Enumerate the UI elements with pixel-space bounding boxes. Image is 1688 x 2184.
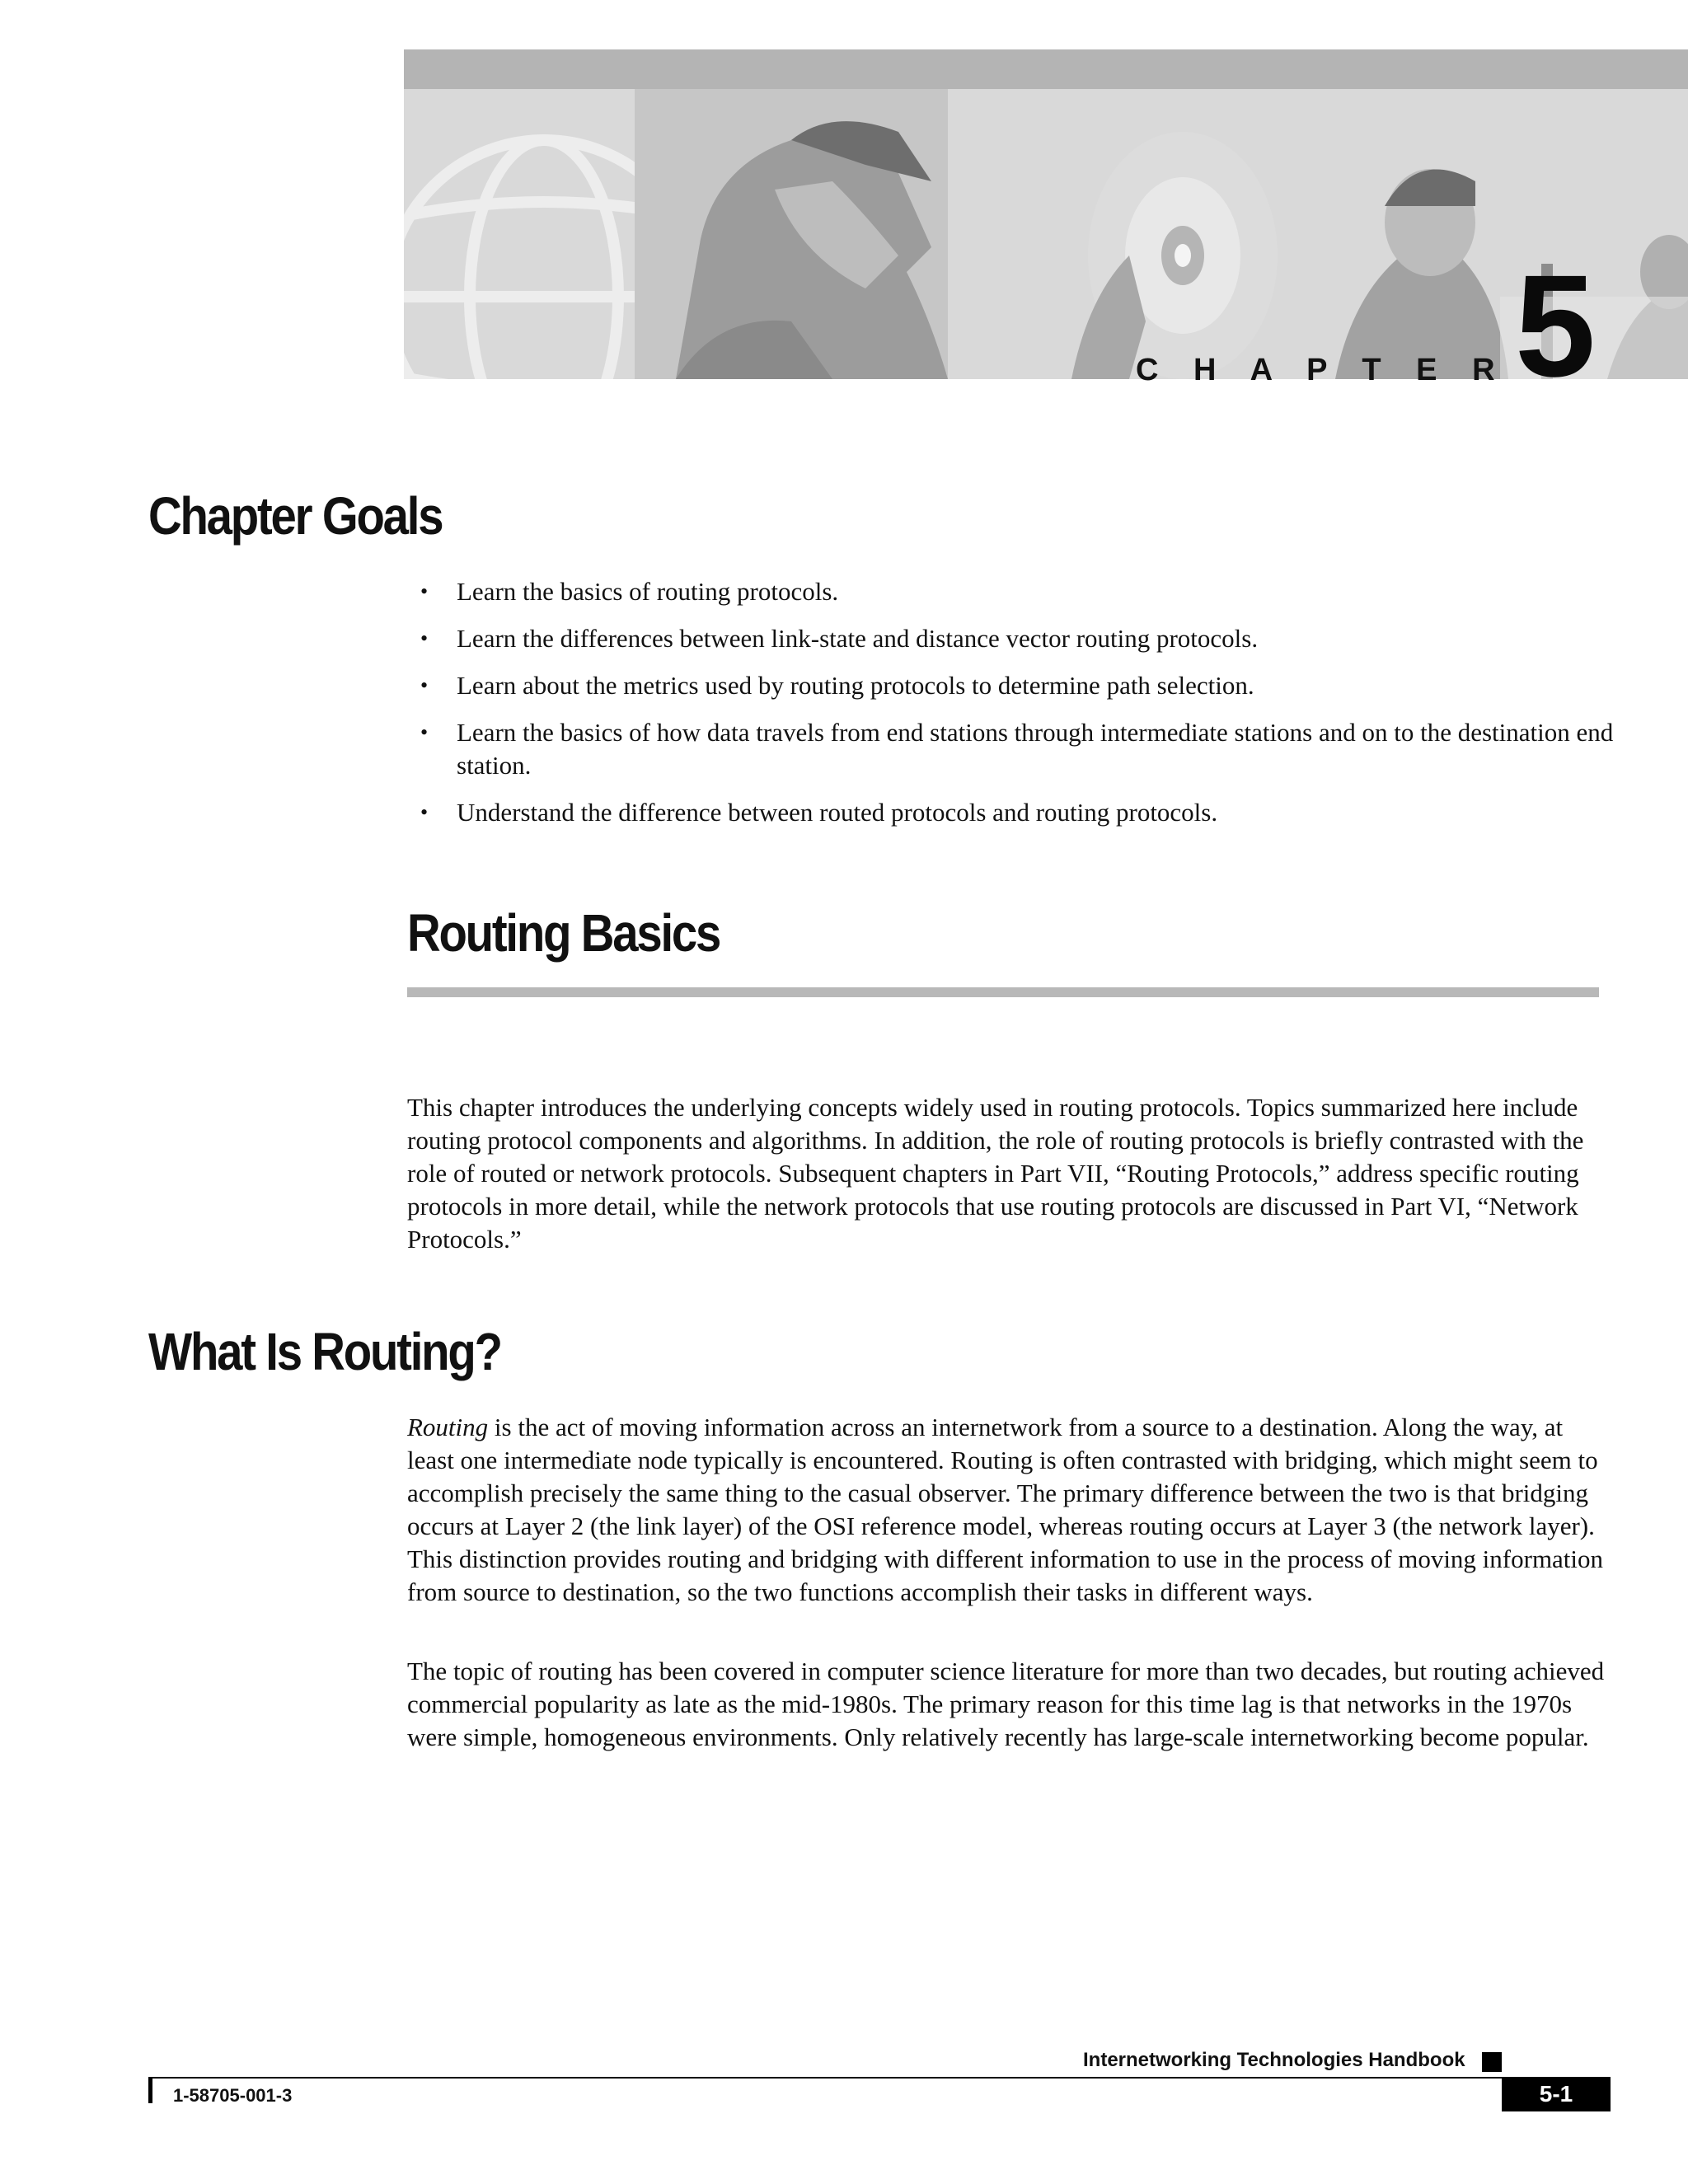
- list-item-text: Understand the difference between routed protocols and routing protocols.: [457, 798, 1218, 827]
- list-item-text: Learn about the metrics used by routing protocols to determine path selection.: [457, 671, 1254, 700]
- bullet-icon: •: [420, 720, 429, 744]
- person-figure-graphic: [635, 89, 948, 379]
- footer-rule: [148, 2077, 1611, 2079]
- footer-tick: [148, 2079, 152, 2103]
- footer-isbn: 1-58705-001-3: [173, 2085, 293, 2106]
- bullet-icon: •: [420, 579, 429, 603]
- list-item-text: Learn the differences between link-state and distance vector routing protocols.: [457, 624, 1259, 653]
- what-is-routing-paragraph-1: [407, 1411, 1611, 1609]
- what-is-routing-paragraph-2: The topic of routing has been covered in computer science literature for more than two decades, but routing achieved commercial popularity as late as the mid-1980s. The primary reason for this time lag is that networks in the 1970s were simple, homogeneous environments. Only relatively recently has large-scale internetworking become popular.: [407, 1657, 1605, 1751]
- list-item: [415, 575, 1619, 608]
- routing-term: Routing: [407, 1413, 489, 1441]
- routing-basics-heading: Routing Basics: [407, 903, 720, 963]
- bullet-icon: •: [420, 626, 429, 650]
- paragraph-text: is the act of moving information across an internetwork from a source to a destination. Along the way, at least one intermediate node typically is encountered. Routing is often contrasted with bridging, which might seem to accomplish precisely the same thing to the casual observer. The primary difference between the two is that bridging occurs at Layer 2 (the link layer) of the OSI reference model, whereas routing occurs at Layer 3 (the network layer). This distinction provides routing and bridging with different information to use in the process of moving information from source to destination, so the two functions accomplish their tasks in different ways.: [407, 1413, 1604, 1606]
- chapter-number: 5: [1515, 246, 1596, 407]
- list-item: [415, 716, 1619, 782]
- list-item: [415, 669, 1619, 702]
- bullet-icon: •: [420, 673, 429, 697]
- list-item: [415, 796, 1619, 829]
- chapter-banner: [404, 49, 1688, 379]
- list-item-text: Learn the basics of how data travels from end stations through intermediate stations and on to the destination end station.: [457, 718, 1614, 780]
- list-item: [415, 622, 1619, 655]
- chapter-goals-list: [415, 575, 1619, 843]
- section-divider: [407, 987, 1599, 997]
- footer-book-title: Internetworking Technologies Handbook: [1083, 2049, 1465, 2071]
- page-number: 5-1: [1502, 2077, 1611, 2111]
- footer-marker: [1482, 2052, 1502, 2072]
- chapter-goals-heading: Chapter Goals: [148, 486, 443, 546]
- bullet-icon: •: [420, 800, 429, 824]
- chapter-label: C H A P T E R: [1136, 353, 1508, 387]
- compact-disc-graphic: [1071, 132, 1278, 379]
- what-is-routing-heading: What Is Routing?: [148, 1322, 501, 1381]
- routing-basics-paragraph: This chapter introduces the underlying concepts widely used in routing protocols. Topics summarized here include routing protocol components and algorithms. In addition, the role of routing protocols is briefly contrasted with the role of routed or network protocols. Subsequent chapters in Part VII, “Routing Protocols,” address specific routing protocols in more detail, while the network protocols that use routing protocols are discussed in Part VI, “Network Protocols.”: [407, 1093, 1584, 1254]
- banner-illustration: [404, 49, 1688, 379]
- list-item-text: Learn the basics of routing protocols.: [457, 577, 839, 606]
